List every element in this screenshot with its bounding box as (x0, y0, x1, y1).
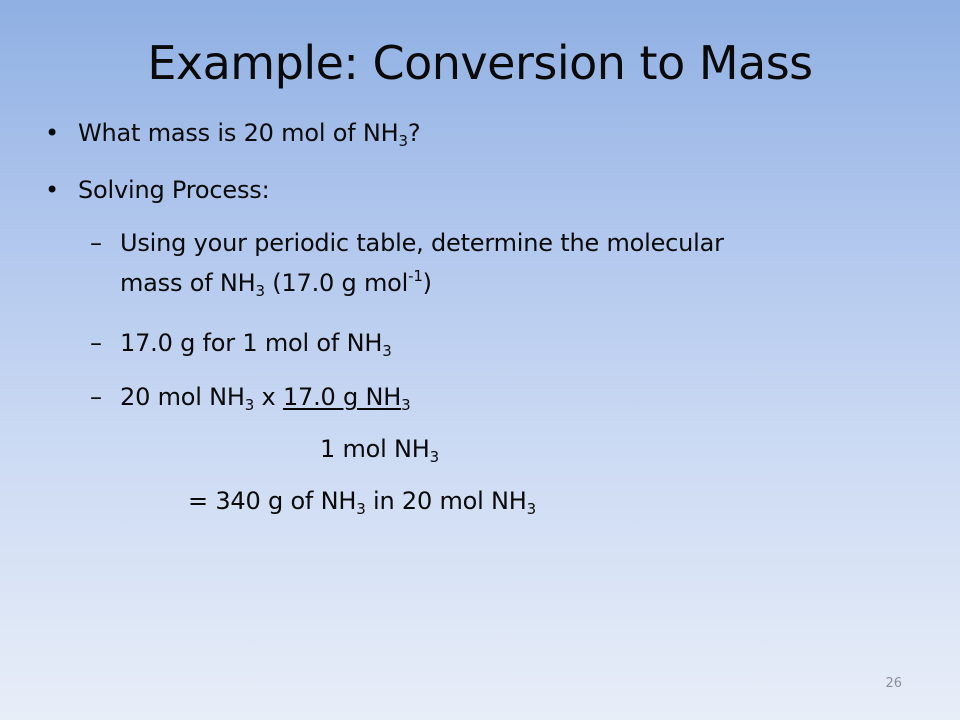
fraction-numerator: 17.0 g $NH_3$ (282, 383, 411, 414)
dash-marker: – (90, 383, 102, 411)
step3-subscript: 3 (244, 396, 255, 414)
result-text: = 340 g of NH (188, 487, 357, 515)
step1-close: ) (422, 269, 432, 297)
denominator-text: 1 mol NH (320, 435, 430, 463)
step3-moles: 20 mol NH (120, 383, 245, 411)
result-tail: in 20 mol NH (365, 487, 527, 515)
result-line (188, 486, 536, 516)
slide-title: Example: Conversion to Mass (147, 36, 813, 90)
solving-process-bullet: Solving Process: (78, 176, 270, 204)
result-tail-subscript: 3 (526, 500, 536, 518)
step1-value: (17.0 g mol (264, 269, 409, 297)
slide-number: 26 (885, 676, 902, 691)
step1-subscript: 3 (255, 282, 265, 300)
dash-marker: – (90, 329, 102, 357)
step-conversion (120, 382, 410, 412)
bullet-dot: • (45, 176, 60, 204)
result-subscript: 3 (356, 500, 366, 518)
question-text: What mass is 20 mol of NH (78, 119, 399, 147)
step2-subscript: 3 (382, 342, 392, 360)
step-molecular-mass-line1: Using your periodic table, determine the molecular (120, 229, 724, 257)
step1-superscript: -1 (408, 267, 423, 285)
question-bullet (78, 118, 420, 148)
denominator-subscript: 3 (429, 448, 440, 466)
dash-marker: – (90, 229, 102, 257)
question-subscript: 3 (398, 132, 408, 150)
fraction-denominator (320, 434, 439, 464)
bullet-dot: • (45, 119, 60, 147)
step-per-mol (120, 328, 392, 358)
step-molecular-mass-line2 (120, 268, 432, 298)
question-mark: ? (407, 119, 421, 147)
step2-text: 17.0 g for 1 mol of NH (120, 329, 383, 357)
step1-mass-of: mass of NH (120, 269, 256, 297)
step3-times: x (254, 383, 283, 411)
